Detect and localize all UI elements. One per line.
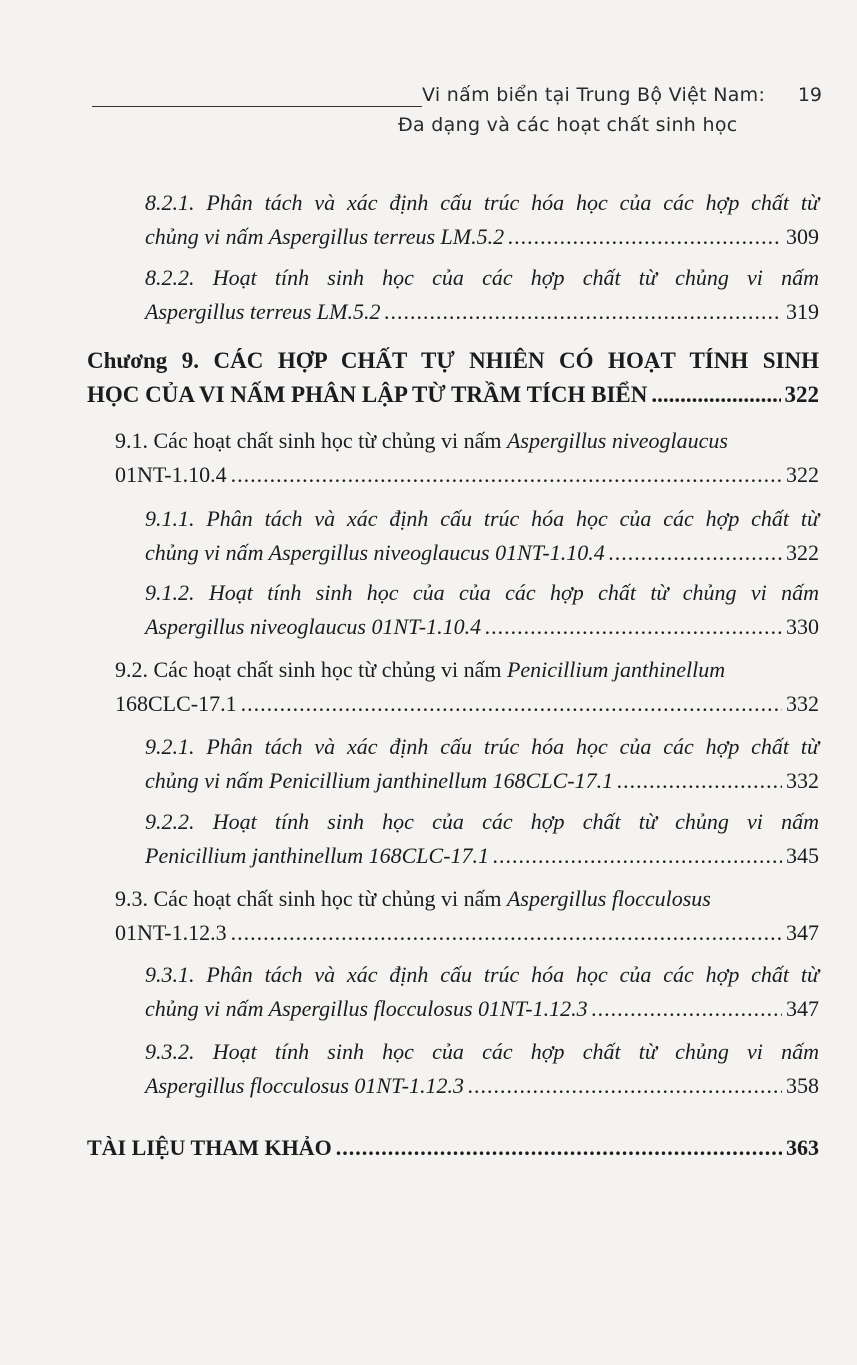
toc-page-number: 330 — [786, 614, 819, 639]
dot-leader — [485, 610, 782, 644]
toc-page-number: 345 — [786, 843, 819, 868]
running-header — [92, 84, 824, 144]
toc-entry-title-cont: chủng vi nấm Aspergillus niveoglaucus 01NT-1.10.4 — [145, 540, 605, 565]
toc-entry-9-2-1[interactable] — [145, 730, 819, 798]
toc-entry-species: Aspergillus niveoglaucus — [506, 428, 728, 453]
toc-entry-title: 9.1.2. Hoạt tính sinh học của của các hợp chất từ chủng vi nấm — [145, 580, 819, 605]
toc-entry-title: 9.3. Các hoạt chất sinh học từ chủng vi nấm — [115, 886, 507, 911]
dot-leader — [592, 992, 782, 1026]
toc-page-number: 347 — [786, 996, 819, 1021]
toc-entry-title: 9.2.1. Phân tách và xác định cấu trúc hóa học của các hợp chất từ — [145, 734, 819, 759]
toc-page-number: 322 — [786, 540, 819, 565]
toc-entry-species: Aspergillus flocculosus — [506, 886, 711, 911]
toc-entry-9-2-2[interactable] — [145, 805, 819, 873]
toc-entry-9-3-1[interactable] — [145, 958, 819, 1026]
toc-references[interactable] — [87, 1131, 819, 1165]
toc-entry-9-2[interactable] — [115, 653, 819, 721]
toc-page-number: 358 — [786, 1073, 819, 1098]
toc-entry-species: Penicillium janthinellum — [506, 657, 726, 682]
toc-entry-title: 9.3.2. Hoạt tính sinh học của các hợp chất từ chủng vi nấm — [145, 1039, 819, 1064]
toc-entry-title-cont: Aspergillus terreus LM.5.2 — [145, 299, 381, 324]
toc-entry-title: 8.2.2. Hoạt tính sinh học của các hợp chất từ chủng vi nấm — [145, 265, 819, 290]
header-title-line1: Vi nấm biển tại Trung Bộ Việt Nam: — [422, 84, 766, 106]
toc-page-number: 332 — [786, 691, 819, 716]
header-page-number: 19 — [797, 84, 822, 106]
dot-leader — [609, 536, 782, 570]
dot-leader — [231, 458, 782, 492]
toc-entry-title-cont: chủng vi nấm Aspergillus flocculosus 01NT-1.12.3 — [145, 996, 588, 1021]
toc-page-number: 322 — [786, 462, 819, 487]
toc-entry-title: 9.2. Các hoạt chất sinh học từ chủng vi nấm — [115, 657, 507, 682]
toc-entry-title: 9.2.2. Hoạt tính sinh học của các hợp chất từ chủng vi nấm — [145, 809, 819, 834]
toc-entry-title-cont: Penicillium janthinellum 168CLC-17.1 — [145, 843, 490, 868]
toc-entry-9-1[interactable] — [115, 424, 819, 492]
toc-entry-8-2-1[interactable] — [145, 186, 819, 254]
dot-leader — [231, 916, 782, 950]
toc-entry-title-cont: 01NT-1.10.4 — [115, 462, 227, 487]
toc-page-number: 322 — [784, 382, 819, 407]
toc-entry-title-cont: chủng vi nấm Penicillium janthinellum 168CLC-17.1 — [145, 768, 614, 793]
toc-entry-title-cont: Aspergillus niveoglaucus 01NT-1.10.4 — [145, 614, 482, 639]
toc-entry-title: 8.2.1. Phân tách và xác định cấu trúc hóa học của các hợp chất từ — [145, 190, 819, 215]
dot-leader — [617, 764, 782, 798]
toc-entry-9-3-2[interactable] — [145, 1035, 819, 1103]
dot-leader — [241, 687, 782, 721]
toc-entry-9-1-1[interactable] — [145, 502, 819, 570]
dot-leader — [493, 839, 782, 873]
toc-entry-title-cont: 01NT-1.12.3 — [115, 920, 227, 945]
toc-entry-8-2-2[interactable] — [145, 261, 819, 329]
toc-page-number: 347 — [786, 920, 819, 945]
toc-page-number: 332 — [786, 768, 819, 793]
toc-entry-9-1-2[interactable] — [145, 576, 819, 644]
dot-leader — [468, 1069, 782, 1103]
dot-leader — [651, 378, 780, 412]
header-title-line2: Đa dạng và các hoạt chất sinh học — [398, 114, 738, 136]
toc-entry-title-cont: Aspergillus flocculosus 01NT-1.12.3 — [145, 1073, 464, 1098]
toc-chapter-title-cont: HỌC CỦA VI NẤM PHÂN LẬP TỪ TRẦM TÍCH BIỂN — [87, 382, 648, 407]
dot-leader — [336, 1131, 782, 1165]
toc-entry-9-3[interactable] — [115, 882, 819, 950]
toc-entry-title: 9.1.1. Phân tách và xác định cấu trúc hóa học của các hợp chất từ — [145, 506, 819, 531]
toc-entry-title-cont: chủng vi nấm Aspergillus terreus LM.5.2 — [145, 224, 505, 249]
dot-leader — [384, 295, 782, 329]
toc-page-number: 319 — [786, 299, 819, 324]
toc-chapter-title: Chương 9. CÁC HỢP CHẤT TỰ NHIÊN CÓ HOẠT TÍNH SINH — [87, 348, 819, 373]
toc-entry-title: 9.1. Các hoạt chất sinh học từ chủng vi nấm — [115, 428, 507, 453]
toc-entry-title-cont: 168CLC-17.1 — [115, 691, 237, 716]
toc-references-title: TÀI LIỆU THAM KHẢO — [87, 1135, 332, 1160]
toc-page-number: 309 — [786, 224, 819, 249]
dot-leader — [508, 220, 782, 254]
toc-chapter-9[interactable] — [87, 344, 819, 412]
header-rule — [92, 106, 422, 107]
toc-page-number: 363 — [786, 1135, 819, 1160]
toc-entry-title: 9.3.1. Phân tách và xác định cấu trúc hóa học của các hợp chất từ — [145, 962, 819, 987]
